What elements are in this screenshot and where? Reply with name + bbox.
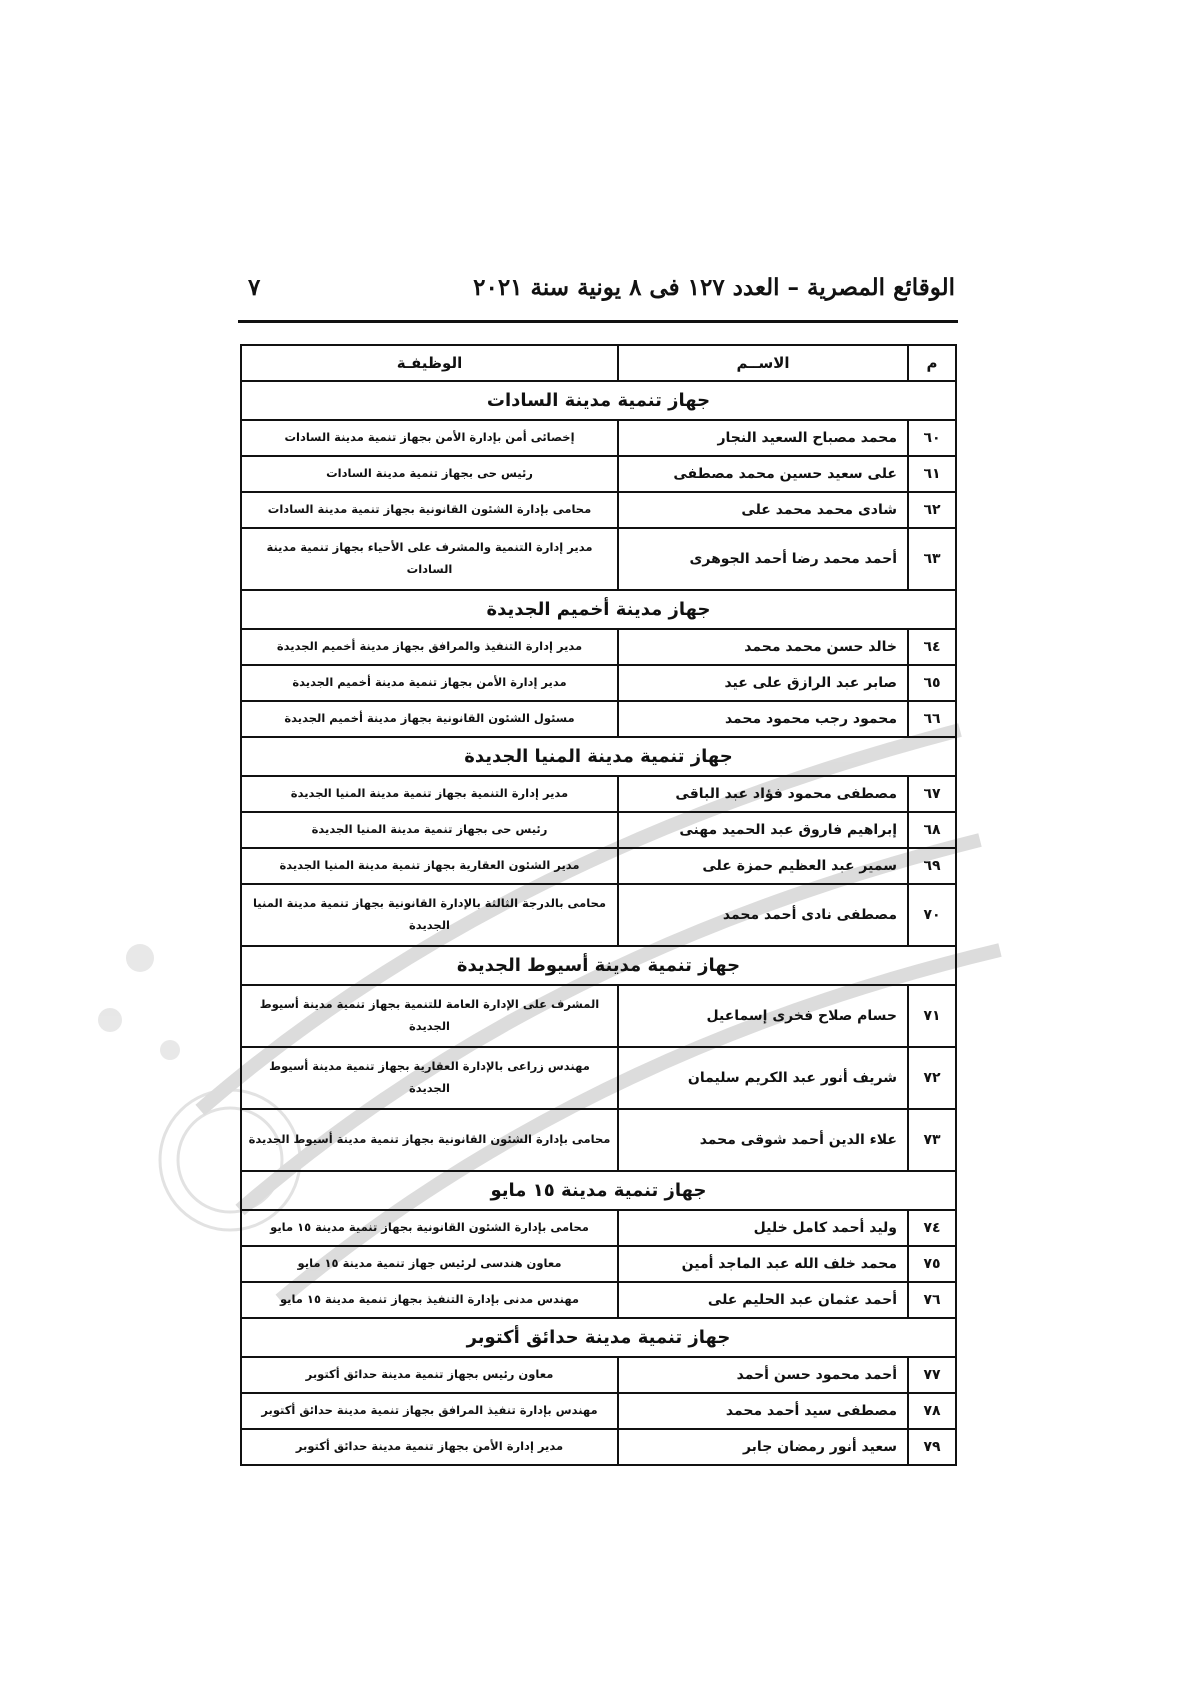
job-title: معاون رئيس بجهاز تنمية مدينة حدائق أكتوبر	[241, 1357, 618, 1393]
table-row	[241, 1047, 956, 1109]
person-name: محمد مصباح السعيد النجار	[618, 420, 908, 456]
table-row	[241, 1429, 956, 1465]
job-title: مدير الشئون العقارية بجهاز تنمية مدينة المنيا الجديدة	[241, 848, 618, 884]
row-number: ٦١	[908, 456, 956, 492]
job-title: رئيس حى بجهاز تنمية مدينة المنيا الجديدة	[241, 812, 618, 848]
job-title: مدير إدارة التنمية بجهاز تنمية مدينة المنيا الجديدة	[241, 776, 618, 812]
person-name: مصطفى محمود فؤاد عبد الباقى	[618, 776, 908, 812]
page-header	[240, 268, 955, 320]
header-divider	[238, 320, 958, 323]
person-name: صابر عبد الرازق على عيد	[618, 665, 908, 701]
table-row	[241, 456, 956, 492]
personnel-table	[240, 344, 957, 1466]
job-title: رئيس حى بجهاز تنمية مدينة السادات	[241, 456, 618, 492]
column-header-job: الوظيفـة	[241, 345, 618, 381]
section-row	[241, 1318, 956, 1357]
section-row	[241, 946, 956, 985]
section-row	[241, 381, 956, 420]
person-name: على سعيد حسين محمد مصطفى	[618, 456, 908, 492]
job-title: المشرف على الإدارة العامة للتنمية بجهاز تنمية مدينة أسيوط الجديدة	[241, 985, 618, 1047]
job-title: معاون هندسى لرئيس جهاز تنمية مدينة ١٥ مايو	[241, 1246, 618, 1282]
column-header-name: الاســم	[618, 345, 908, 381]
row-number: ٦٣	[908, 528, 956, 590]
person-name: إبراهيم فاروق عبد الحميد مهنى	[618, 812, 908, 848]
person-name: مصطفى سيد أحمد محمد	[618, 1393, 908, 1429]
section-title: جهاز تنمية مدينة المنيا الجديدة	[241, 737, 956, 776]
table-row	[241, 528, 956, 590]
table-row	[241, 1393, 956, 1429]
row-number: ٦٧	[908, 776, 956, 812]
job-title: مدير إدارة التنمية والمشرف على الأحياء بجهاز تنمية مدينة السادات	[241, 528, 618, 590]
row-number: ٧٢	[908, 1047, 956, 1109]
job-title: مهندس زراعى بالإدارة العقارية بجهاز تنمية مدينة أسيوط الجديدة	[241, 1047, 618, 1109]
section-title: جهاز تنمية مدينة السادات	[241, 381, 956, 420]
table-row	[241, 701, 956, 737]
section-title: جهاز تنمية مدينة ١٥ مايو	[241, 1171, 956, 1210]
table-row	[241, 985, 956, 1047]
table-row	[241, 420, 956, 456]
job-title: مهندس بإدارة تنفيذ المرافق بجهاز تنمية مدينة حدائق أكتوبر	[241, 1393, 618, 1429]
person-name: سعيد أنور رمضان جابر	[618, 1429, 908, 1465]
job-title: مدير إدارة الأمن بجهاز تنمية مدينة حدائق أكتوبر	[241, 1429, 618, 1465]
row-number: ٧٠	[908, 884, 956, 946]
person-name: علاء الدين أحمد شوقى محمد	[618, 1109, 908, 1171]
person-name: أحمد محمود حسن أحمد	[618, 1357, 908, 1393]
table-row	[241, 1357, 956, 1393]
row-number: ٧٧	[908, 1357, 956, 1393]
table-header-row	[241, 345, 956, 381]
job-title: مهندس مدنى بإدارة التنفيذ بجهاز تنمية مدينة ١٥ مايو	[241, 1282, 618, 1318]
job-title: محامى بإدارة الشئون القانونية بجهاز تنمية مدينة السادات	[241, 492, 618, 528]
table-row	[241, 848, 956, 884]
table-body	[241, 381, 956, 1465]
person-name: شادى محمد محمد على	[618, 492, 908, 528]
row-number: ٦٥	[908, 665, 956, 701]
row-number: ٧٨	[908, 1393, 956, 1429]
person-name: حسام صلاح فخرى إسماعيل	[618, 985, 908, 1047]
person-name: محمد خلف الله عبد الماجد أمين	[618, 1246, 908, 1282]
person-name: خالد حسن محمد محمد	[618, 629, 908, 665]
publication-title: الوقائع المصرية – العدد ١٢٧ فى ٨ يونية سنة ٢٠٢١	[473, 274, 955, 301]
row-number: ٦٨	[908, 812, 956, 848]
person-name: أحمد عثمان عبد الحليم على	[618, 1282, 908, 1318]
table-row	[241, 1246, 956, 1282]
row-number: ٦٩	[908, 848, 956, 884]
table-row	[241, 629, 956, 665]
row-number: ٦٦	[908, 701, 956, 737]
column-header-number: م	[908, 345, 956, 381]
row-number: ٧٥	[908, 1246, 956, 1282]
row-number: ٦٤	[908, 629, 956, 665]
table-row	[241, 812, 956, 848]
row-number: ٧٤	[908, 1210, 956, 1246]
person-name: سمير عبد العظيم حمزة على	[618, 848, 908, 884]
row-number: ٧١	[908, 985, 956, 1047]
job-title: محامى بإدارة الشئون القانونية بجهاز تنمية مدينة ١٥ مايو	[241, 1210, 618, 1246]
table-row	[241, 884, 956, 946]
person-name: وليد أحمد كامل خليل	[618, 1210, 908, 1246]
section-title: جهاز مدينة أخميم الجديدة	[241, 590, 956, 629]
job-title: مدير إدارة الأمن بجهاز تنمية مدينة أخميم الجديدة	[241, 665, 618, 701]
job-title: محامى بإدارة الشئون القانونية بجهاز تنمية مدينة أسيوط الجديدة	[241, 1109, 618, 1171]
job-title: مسئول الشئون القانونية بجهاز مدينة أخميم الجديدة	[241, 701, 618, 737]
table-row	[241, 1282, 956, 1318]
row-number: ٦٠	[908, 420, 956, 456]
table-row	[241, 776, 956, 812]
table-row	[241, 492, 956, 528]
job-title: محامى بالدرجة الثالثة بالإدارة القانونية بجهاز تنمية مدينة المنيا الجديدة	[241, 884, 618, 946]
section-row	[241, 590, 956, 629]
table-row	[241, 1210, 956, 1246]
job-title: إخصائى أمن بإدارة الأمن بجهاز تنمية مدينة السادات	[241, 420, 618, 456]
person-name: شريف أنور عبد الكريم سليمان	[618, 1047, 908, 1109]
table-row	[241, 1109, 956, 1171]
section-title: جهاز تنمية مدينة حدائق أكتوبر	[241, 1318, 956, 1357]
table-row	[241, 665, 956, 701]
person-name: أحمد محمد رضا أحمد الجوهرى	[618, 528, 908, 590]
row-number: ٧٦	[908, 1282, 956, 1318]
person-name: محمود رجب محمود محمد	[618, 701, 908, 737]
section-row	[241, 1171, 956, 1210]
page-number: ٧	[248, 274, 261, 301]
person-name: مصطفى نادى أحمد محمد	[618, 884, 908, 946]
row-number: ٧٣	[908, 1109, 956, 1171]
section-row	[241, 737, 956, 776]
job-title: مدير إدارة التنفيذ والمرافق بجهاز مدينة أخميم الجديدة	[241, 629, 618, 665]
row-number: ٧٩	[908, 1429, 956, 1465]
row-number: ٦٢	[908, 492, 956, 528]
section-title: جهاز تنمية مدينة أسيوط الجديدة	[241, 946, 956, 985]
